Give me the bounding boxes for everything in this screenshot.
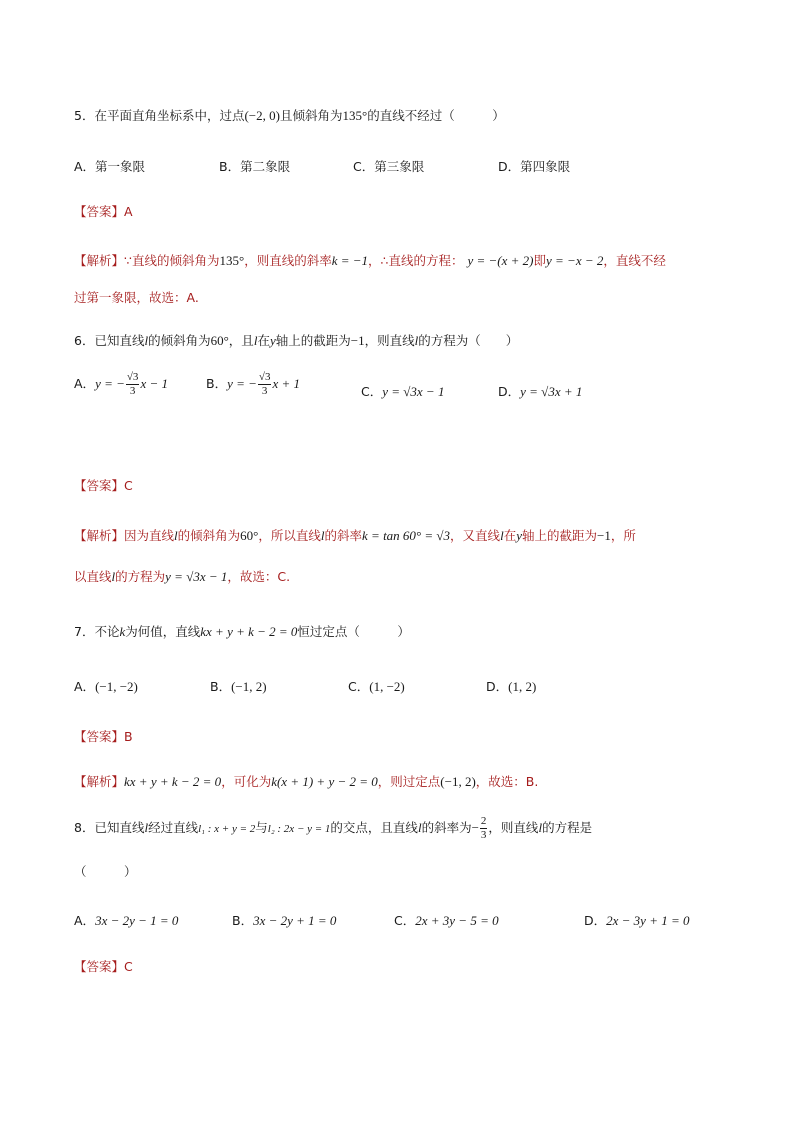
analysis-text: 的倾斜角为 <box>177 528 241 543</box>
q7-analysis <box>74 772 538 790</box>
analysis-math: y <box>516 528 522 543</box>
analysis-math: y = −(x + 2) <box>467 253 534 268</box>
option-label: D． <box>584 913 607 928</box>
analysis-text: 的方程为 <box>115 569 166 584</box>
q6-angle: 60° <box>210 333 229 348</box>
analysis-math: k(x + 1) + y − 2 = 0 <box>271 774 378 789</box>
q6-stem-text: 的方程为（ ） <box>418 333 519 348</box>
q8-stem-text: 的交点，且直线 <box>330 820 418 835</box>
analysis-math: y = −x − 2 <box>546 253 604 268</box>
q8-option-b <box>232 911 336 929</box>
q6-option-d <box>498 382 582 400</box>
analysis-text: ，所以直线 <box>258 528 321 543</box>
q5-option-b: B．第二象限 <box>219 159 291 174</box>
analysis-math: l <box>174 528 178 543</box>
analysis-text: 以直线 <box>74 569 112 584</box>
q7-option-c <box>348 677 405 695</box>
q7-option-d <box>486 677 536 695</box>
q7-option-b <box>210 677 267 695</box>
q7-var-k: k <box>119 624 126 639</box>
option-math: (−1, 2) <box>231 679 267 694</box>
analysis-choice: A. <box>186 290 199 305</box>
analysis-text: ，可化为 <box>221 774 272 789</box>
q6-var-l: l <box>253 333 258 348</box>
option-label: C． <box>348 679 370 694</box>
q6-stem-text: ，且 <box>228 333 254 348</box>
q5-answer <box>74 202 133 220</box>
q5-stem <box>74 106 505 124</box>
q8-stem <box>74 816 592 841</box>
analysis-text: ，又直线 <box>450 528 501 543</box>
analysis-label: 【解析】 <box>74 528 125 543</box>
analysis-text: ∵直线的倾斜角为 <box>124 253 220 268</box>
q8-stem-text: 8．已知直线 <box>74 820 145 835</box>
analysis-choice: C. <box>277 569 291 584</box>
fraction-numerator: 2 <box>480 815 487 827</box>
analysis-math: (−1, 2) <box>440 774 476 789</box>
analysis-text: 的斜率 <box>324 528 363 543</box>
analysis-math: 135° <box>219 253 245 268</box>
option-label: A． <box>74 376 96 391</box>
q6-stem-text: ，则直线 <box>364 333 415 348</box>
q7-line-eq: kx + y + k − 2 = 0 <box>200 624 298 639</box>
analysis-math: l <box>111 569 116 584</box>
q5-option-a: A．第一象限 <box>74 159 146 174</box>
option-math: 3x − 2y + 1 = 0 <box>253 913 337 928</box>
option-math: (−1, −2) <box>95 679 138 694</box>
q6-stem-text: 在 <box>257 333 270 348</box>
option-math: (1, −2) <box>369 679 405 694</box>
analysis-choice: B. <box>525 774 539 789</box>
q8-stem-text: 的方程是 <box>542 820 593 835</box>
q5-analysis-line1 <box>74 251 666 269</box>
fraction-numerator: √3 <box>258 371 271 383</box>
fraction-denominator: 3 <box>261 385 268 397</box>
option-label: D． <box>498 384 521 399</box>
option-math: x + 1 <box>272 376 300 391</box>
option-label: B． <box>206 376 228 391</box>
analysis-math: k = tan 60° = √3 <box>362 528 451 543</box>
option-label: D． <box>486 679 509 694</box>
q8-var-l: l <box>538 820 543 835</box>
option-label: A． <box>74 679 96 694</box>
option-label: B． <box>210 679 232 694</box>
option-math: 2x − 3y + 1 = 0 <box>606 913 690 928</box>
analysis-text: ，故选： <box>475 774 526 789</box>
q5-option-d: D．第四象限 <box>498 159 571 174</box>
analysis-math: l <box>320 528 325 543</box>
analysis-text: ，则直线的斜率 <box>244 253 332 268</box>
q5-stem-text: 且倾斜角为 <box>279 108 343 123</box>
q8-option-a <box>74 911 178 929</box>
q8-stem-text: 与 <box>255 820 268 835</box>
q6-option-c <box>361 382 444 400</box>
option-math: y = √3x + 1 <box>520 384 583 399</box>
q7-stem-text: 7．不论 <box>74 624 120 639</box>
q5-angle: 135° <box>342 108 368 123</box>
option-math: y = − <box>95 376 125 391</box>
q5-option-c: C．第三象限 <box>353 159 425 174</box>
q8-stem-text: ，则直线 <box>488 820 539 835</box>
q5-point: (−2, 0) <box>244 108 280 123</box>
analysis-math: 60° <box>240 528 259 543</box>
q8-var-l: l <box>144 820 149 835</box>
answer-value: B <box>124 729 133 744</box>
fraction-denominator: 3 <box>480 829 487 841</box>
analysis-text: ，故选： <box>227 569 278 584</box>
option-label: B． <box>232 913 254 928</box>
q6-answer <box>74 476 133 494</box>
analysis-math: kx + y + k − 2 = 0 <box>124 774 222 789</box>
analysis-text: 过第一象限，故选： <box>74 290 187 305</box>
option-math: x − 1 <box>140 376 168 391</box>
option-math: (1, 2) <box>508 679 537 694</box>
option-math: y = √3x − 1 <box>382 384 445 399</box>
q5-analysis-line2 <box>74 288 199 306</box>
answer-label: 【答案】 <box>74 959 125 974</box>
q8-option-d <box>584 911 690 929</box>
q6-var-l: l <box>144 333 149 348</box>
q7-option-a <box>74 677 138 695</box>
fraction-denominator: 3 <box>129 385 136 397</box>
answer-value: A <box>124 204 133 219</box>
analysis-text: ，所 <box>610 528 636 543</box>
analysis-math: l <box>500 528 504 543</box>
option-math: y = − <box>227 376 257 391</box>
q8-answer <box>74 957 133 975</box>
option-label: A． <box>74 913 96 928</box>
option-math: 2x + 3y − 5 = 0 <box>415 913 499 928</box>
analysis-label: 【解析】 <box>74 774 125 789</box>
q6-var-y: y <box>269 333 276 348</box>
q8-var-l: l <box>417 820 422 835</box>
analysis-math: −1 <box>597 528 611 543</box>
q6-analysis-line2 <box>74 567 290 585</box>
q5-stem-text: 的直线不经过（ ） <box>367 108 505 123</box>
answer-value: C <box>124 959 133 974</box>
q8-slope-sign: − <box>471 820 479 835</box>
q7-stem <box>74 622 410 640</box>
q7-answer <box>74 727 133 745</box>
q6-stem-text: 轴上的截距为 <box>275 333 351 348</box>
fraction <box>126 372 140 397</box>
answer-label: 【答案】 <box>74 204 125 219</box>
q8-option-c <box>394 911 499 929</box>
fraction <box>258 372 272 397</box>
analysis-text: 因为直线 <box>124 528 175 543</box>
analysis-text: ，∴直线的方程： <box>368 253 464 268</box>
analysis-text: 在 <box>503 528 517 543</box>
analysis-math: k = −1 <box>331 253 369 268</box>
q8-slope-fraction <box>480 816 488 841</box>
analysis-text: 轴上的截距为 <box>521 528 597 543</box>
analysis-text: 即 <box>533 253 547 268</box>
q7-stem-text: 恒过定点（ ） <box>297 624 410 639</box>
option-label: C． <box>394 913 416 928</box>
fraction-numerator: √3 <box>126 371 139 383</box>
q8-stem-text: 经过直线 <box>148 820 199 835</box>
q8-stem-line2: （ ） <box>74 864 137 879</box>
q6-intercept: −1 <box>350 333 365 348</box>
analysis-text: ，直线不经 <box>603 253 666 268</box>
q7-stem-text: 为何值，直线 <box>125 624 201 639</box>
analysis-text: ，则过定点 <box>377 774 441 789</box>
q6-stem-text: 6．已知直线 <box>74 333 145 348</box>
answer-value: C <box>124 478 133 493</box>
option-math: 3x − 2y − 1 = 0 <box>95 913 179 928</box>
analysis-label: 【解析】 <box>74 253 125 268</box>
q5-stem-text: 5．在平面直角坐标系中，过点 <box>74 108 245 123</box>
option-label: C． <box>361 384 383 399</box>
q6-analysis-line1 <box>74 526 636 544</box>
q8-stem-text: 的斜率为 <box>421 820 472 835</box>
q6-option-b <box>206 372 300 397</box>
q6-var-l: l <box>414 333 419 348</box>
answer-label: 【答案】 <box>74 729 125 744</box>
q8-line-l2: l₂ : 2x − y = 1 <box>267 823 331 835</box>
analysis-math: y = √3x − 1 <box>165 569 228 584</box>
q6-option-a <box>74 372 168 397</box>
q8-line-l1: l₁ : x + y = 2 <box>198 823 256 835</box>
answer-label: 【答案】 <box>74 478 125 493</box>
q6-stem <box>74 331 518 349</box>
q6-stem-text: 的倾斜角为 <box>148 333 211 348</box>
